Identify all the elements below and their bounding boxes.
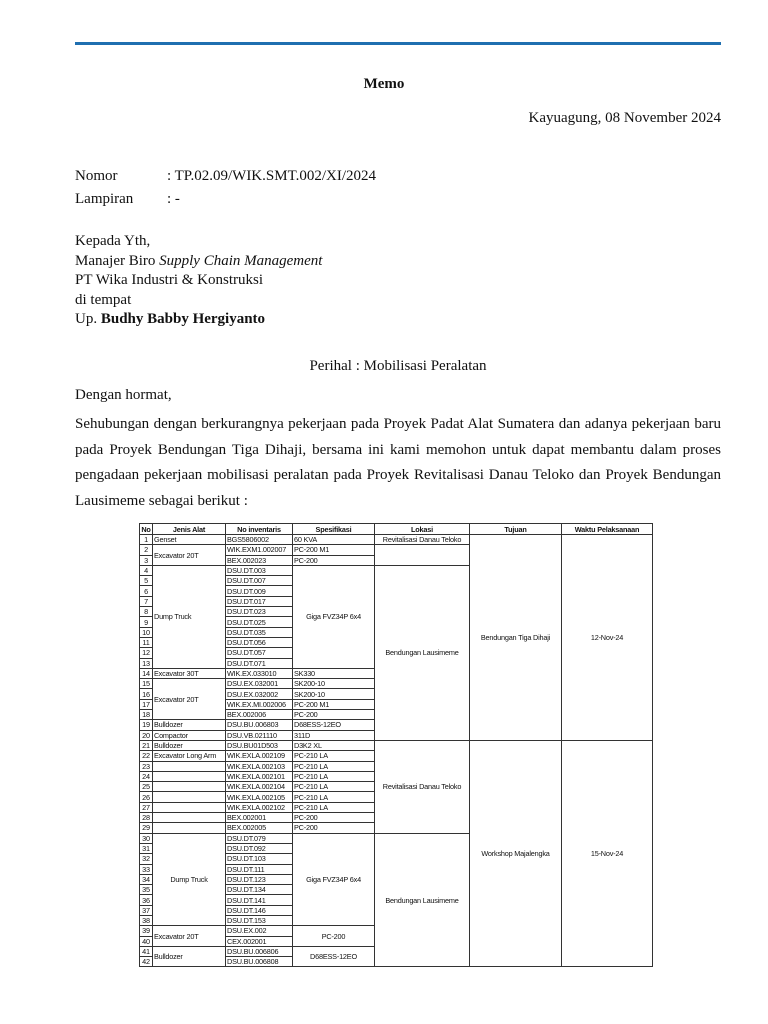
- inventory-no-cell: DSU.DT.079: [226, 833, 293, 843]
- row-number-cell: 25: [140, 782, 153, 792]
- nomor-row: [75, 168, 376, 185]
- inventory-no-cell: WIK.EXLA.002104: [226, 782, 293, 792]
- equipment-type-cell: Dump Truck: [153, 833, 226, 926]
- equipment-type-cell: [153, 813, 226, 823]
- inventory-no-cell: DSU.DT.009: [226, 586, 293, 596]
- body-paragraph: Sehubungan dengan berkurangnya pekerjaan pada Proyek Padat Alat Sumatera dan adanya pekerjaan baru pada Proyek Bendungan Tiga Dihaji, bersama ini kami memohon untuk dapat membantu dalam proses pengadaan pekerjaan mobilisasi peralatan pada Proyek Revitalisasi Danau Teloko dan Proyek Bendungan Lausimeme sebagai berikut :: [75, 416, 721, 509]
- location-cell: Revitalisasi Danau Teloko: [375, 740, 470, 833]
- inventory-no-cell: WIK.EXLA.002105: [226, 792, 293, 802]
- specification-cell: SK200-10: [293, 689, 375, 699]
- inventory-no-cell: BEX.002006: [226, 710, 293, 720]
- row-number-cell: 15: [140, 679, 153, 689]
- table-row: [140, 740, 653, 750]
- row-number-cell: 4: [140, 565, 153, 575]
- nomor-value: : TP.02.09/WIK.SMT.002/XI/2024: [167, 168, 377, 184]
- inventory-no-cell: DSU.DT.003: [226, 565, 293, 575]
- inventory-no-cell: DSU.DT.057: [226, 648, 293, 658]
- inventory-no-cell: DSU.DT.092: [226, 843, 293, 853]
- row-number-cell: 14: [140, 668, 153, 678]
- schedule-cell: 12-Nov-24: [562, 535, 653, 741]
- row-number-cell: 20: [140, 730, 153, 740]
- inventory-no-cell: WIK.EXM1.002007: [226, 545, 293, 555]
- location-cell: Bendungan Lausimeme: [375, 833, 470, 967]
- specification-cell: PC-200: [293, 823, 375, 833]
- header-rule: [75, 42, 721, 45]
- row-number-cell: 6: [140, 586, 153, 596]
- inventory-no-cell: DSU.DT.146: [226, 905, 293, 915]
- lampiran-value: : -: [167, 191, 180, 207]
- row-number-cell: 28: [140, 813, 153, 823]
- row-number-cell: 39: [140, 926, 153, 936]
- row-number-cell: 27: [140, 802, 153, 812]
- table-header-cell: No: [141, 524, 151, 534]
- recipient-line-1: Kepada Yth,: [75, 233, 151, 249]
- nomor-label: Nomor: [75, 168, 118, 184]
- table-header-cell: Tujuan: [470, 524, 562, 535]
- inventory-no-cell: CEX.002001: [226, 936, 293, 946]
- row-number-cell: 41: [140, 946, 153, 956]
- inventory-no-cell: WIK.EXLA.002109: [226, 751, 293, 761]
- inventory-no-cell: DSU.DT.007: [226, 576, 293, 586]
- specification-cell: PC-210 LA: [293, 802, 375, 812]
- row-number-cell: 22: [140, 751, 153, 761]
- row-number-cell: 40: [140, 936, 153, 946]
- specification-cell: PC-200 M1: [293, 699, 375, 709]
- equipment-type-cell: [153, 823, 226, 833]
- specification-cell: PC-200: [293, 813, 375, 823]
- equipment-type-cell: Bulldozer: [153, 740, 226, 750]
- inventory-no-cell: WIK.EXLA.002101: [226, 771, 293, 781]
- inventory-no-cell: BGS5806002: [226, 535, 293, 545]
- equipment-type-cell: [153, 782, 226, 792]
- recipient-attn: [75, 310, 322, 330]
- row-number-cell: 12: [140, 648, 153, 658]
- inventory-no-cell: DSU.EX.002: [226, 926, 293, 936]
- inventory-no-cell: DSU.DT.134: [226, 885, 293, 895]
- inventory-no-cell: DSU.EX.032002: [226, 689, 293, 699]
- row-number-cell: 34: [140, 874, 153, 884]
- row-number-cell: 10: [140, 627, 153, 637]
- row-number-cell: 8: [140, 607, 153, 617]
- inventory-no-cell: DSU.DT.023: [226, 607, 293, 617]
- equipment-type-cell: Excavator 20T: [153, 679, 226, 720]
- inventory-no-cell: WIK.EX.MI.002006: [226, 699, 293, 709]
- row-number-cell: 23: [140, 761, 153, 771]
- specification-cell: 311D: [293, 730, 375, 740]
- table-row: [140, 535, 653, 545]
- inventory-no-cell: WIK.EXLA.002103: [226, 761, 293, 771]
- row-number-cell: 30: [140, 833, 153, 843]
- equipment-type-cell: Compactor: [153, 730, 226, 740]
- table-header-cell: No inventaris: [226, 524, 293, 535]
- location-cell: Revitalisasi Danau Teloko: [375, 535, 470, 545]
- row-number-cell: 29: [140, 823, 153, 833]
- row-number-cell: 35: [140, 885, 153, 895]
- row-number-cell: 11: [140, 637, 153, 647]
- inventory-no-cell: DSU.EX.032001: [226, 679, 293, 689]
- row-number-cell: 9: [140, 617, 153, 627]
- row-number-cell: 1: [140, 535, 153, 545]
- inventory-no-cell: DSU.DT.025: [226, 617, 293, 627]
- equipment-type-cell: [153, 761, 226, 771]
- row-number-cell: 31: [140, 843, 153, 853]
- row-number-cell: 5: [140, 576, 153, 586]
- table-header-row: [140, 524, 653, 535]
- row-number-cell: 13: [140, 658, 153, 668]
- specification-cell: D68ESS-12EO: [293, 720, 375, 730]
- row-number-cell: 19: [140, 720, 153, 730]
- inventory-no-cell: DSU.DT.153: [226, 915, 293, 925]
- location-cell: [375, 545, 470, 566]
- row-number-cell: 2: [140, 545, 153, 555]
- schedule-cell: 15-Nov-24: [562, 740, 653, 967]
- specification-cell: SK330: [293, 668, 375, 678]
- specification-cell: PC-210 LA: [293, 761, 375, 771]
- row-number-cell: 26: [140, 792, 153, 802]
- equipment-type-cell: Excavator 20T: [153, 545, 226, 566]
- specification-cell: PC-210 LA: [293, 782, 375, 792]
- table-body: [140, 535, 653, 967]
- inventory-no-cell: WIK.EXLA.002102: [226, 802, 293, 812]
- equipment-type-cell: Bulldozer: [153, 946, 226, 967]
- lampiran-label: Lampiran: [75, 191, 134, 207]
- recipient-line-4: di tempat: [75, 291, 132, 308]
- location-cell: Bendungan Lausimeme: [375, 565, 470, 740]
- table-header-cell: Jenis Alat: [153, 524, 226, 535]
- table-header-cell: Lokasi: [375, 524, 470, 535]
- row-number-cell: 32: [140, 854, 153, 864]
- row-number-cell: 37: [140, 905, 153, 915]
- row-number-cell: 3: [140, 555, 153, 565]
- recipient-line-2: [75, 252, 322, 272]
- recipient-dept: Supply Chain Management: [159, 252, 323, 269]
- inventory-no-cell: DSU.VB.021110: [226, 730, 293, 740]
- specification-cell: PC-200: [293, 926, 375, 947]
- specification-cell: PC-200 M1: [293, 545, 375, 555]
- inventory-no-cell: BEX.002001: [226, 813, 293, 823]
- specification-cell: PC-210 LA: [293, 792, 375, 802]
- row-number-cell: 36: [140, 895, 153, 905]
- memo-title: Memo: [363, 76, 405, 92]
- inventory-no-cell: DSU.DT.111: [226, 864, 293, 874]
- recipient-block: [75, 232, 322, 330]
- inventory-no-cell: DSU.DT.035: [226, 627, 293, 637]
- specification-cell: D68ESS-12EO: [293, 946, 375, 967]
- subject-line: Perihal : Mobilisasi Peralatan: [309, 358, 487, 374]
- attn-prefix: Up.: [75, 311, 101, 327]
- recipient-line-3: PT Wika Industri & Konstruksi: [75, 272, 264, 288]
- equipment-type-cell: Genset: [153, 535, 226, 545]
- specification-cell: PC-200: [293, 555, 375, 565]
- equipment-type-cell: Excavator 30T: [153, 668, 226, 678]
- equipment-type-cell: [153, 802, 226, 812]
- specification-cell: PC-210 LA: [293, 771, 375, 781]
- specification-cell: 60 KVA: [293, 535, 375, 545]
- inventory-no-cell: DSU.DT.141: [226, 895, 293, 905]
- row-number-cell: 18: [140, 710, 153, 720]
- specification-cell: Giga FVZ34P 6x4: [293, 833, 375, 926]
- inventory-no-cell: BEX.002005: [226, 823, 293, 833]
- row-number-cell: 38: [140, 915, 153, 925]
- row-number-cell: 17: [140, 699, 153, 709]
- place-date: Kayuagung, 08 November 2024: [528, 110, 721, 126]
- inventory-no-cell: DSU.DT.103: [226, 854, 293, 864]
- equipment-type-cell: Excavator 20T: [153, 926, 226, 947]
- row-number-cell: 24: [140, 771, 153, 781]
- specification-cell: PC-210 LA: [293, 751, 375, 761]
- equipment-type-cell: Bulldozer: [153, 720, 226, 730]
- inventory-no-cell: DSU.BU01D503: [226, 740, 293, 750]
- equipment-type-cell: Excavator Long Arm: [153, 751, 226, 761]
- specification-cell: Giga FVZ34P 6x4: [293, 565, 375, 668]
- inventory-no-cell: DSU.DT.017: [226, 596, 293, 606]
- inventory-no-cell: DSU.DT.123: [226, 874, 293, 884]
- destination-cell: Workshop Majalengka: [470, 740, 562, 967]
- inventory-no-cell: DSU.DT.071: [226, 658, 293, 668]
- destination-cell: Bendungan Tiga Dihaji: [470, 535, 562, 741]
- lampiran-row: [75, 191, 180, 208]
- table-header-cell: Waktu Pelaksanaan: [562, 524, 653, 535]
- recipient-title: Manajer Biro: [75, 252, 160, 269]
- equipment-table: [139, 523, 653, 967]
- inventory-no-cell: DSU.BU.006806: [226, 946, 293, 956]
- row-number-cell: 33: [140, 864, 153, 874]
- specification-cell: D3K2 XL: [293, 740, 375, 750]
- row-number-cell: 16: [140, 689, 153, 699]
- inventory-no-cell: DSU.BU.006803: [226, 720, 293, 730]
- equipment-type-cell: [153, 771, 226, 781]
- equipment-type-cell: [153, 792, 226, 802]
- row-number-cell: 21: [140, 740, 153, 750]
- inventory-no-cell: DSU.DT.056: [226, 637, 293, 647]
- inventory-no-cell: WIK.EX.033010: [226, 668, 293, 678]
- inventory-no-cell: BEX.002023: [226, 555, 293, 565]
- attn-name: Budhy Babby Hergiyanto: [100, 311, 266, 327]
- greeting: Dengan hormat,: [75, 387, 172, 403]
- specification-cell: PC-200: [293, 710, 375, 720]
- row-number-cell: 42: [140, 957, 153, 967]
- inventory-no-cell: DSU.BU.006808: [226, 957, 293, 967]
- row-number-cell: 7: [140, 596, 153, 606]
- specification-cell: SK200-10: [293, 679, 375, 689]
- equipment-type-cell: Dump Truck: [153, 565, 226, 668]
- table-header-cell: Spesifikasi: [293, 524, 375, 535]
